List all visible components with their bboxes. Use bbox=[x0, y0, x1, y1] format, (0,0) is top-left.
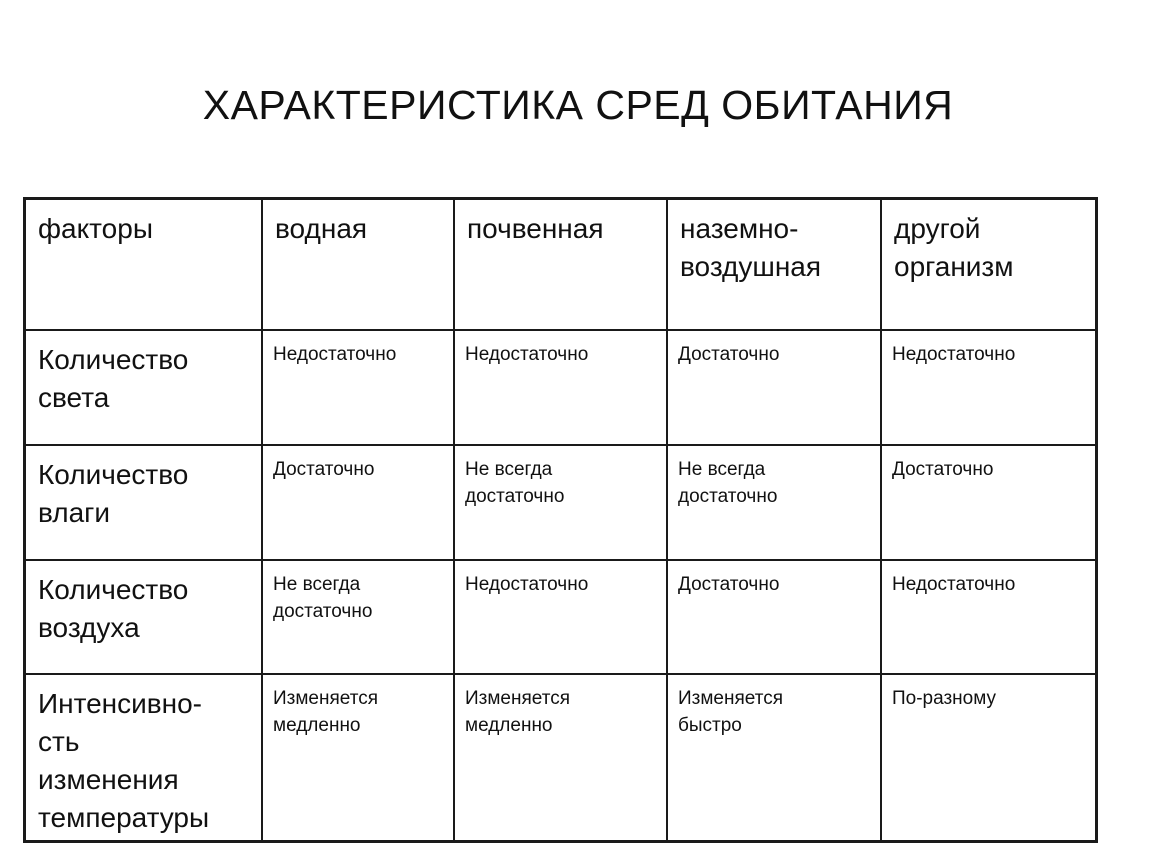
habitat-characteristics-table bbox=[24, 198, 1097, 842]
value-cell: Достаточно bbox=[667, 560, 881, 674]
factor-cell: Количество влаги bbox=[25, 445, 262, 560]
factor-cell: Количество воздуха bbox=[25, 560, 262, 674]
header-cell-factors: факторы bbox=[25, 199, 262, 330]
header-cell-land-air: наземно- воздушная bbox=[667, 199, 881, 330]
value-cell: Недостаточно bbox=[881, 560, 1096, 674]
header-cell-aquatic: водная bbox=[262, 199, 454, 330]
value-cell: Изменяется медленно bbox=[454, 674, 667, 841]
value-cell: Недостаточно bbox=[454, 330, 667, 445]
value-cell: Недостаточно bbox=[881, 330, 1096, 445]
factor-cell: Количество света bbox=[25, 330, 262, 445]
value-cell: Достаточно bbox=[262, 445, 454, 560]
table-row bbox=[25, 674, 1096, 841]
table-row bbox=[25, 445, 1096, 560]
value-cell: Не всегда достаточно bbox=[262, 560, 454, 674]
header-cell-other-organism: другой организм bbox=[881, 199, 1096, 330]
value-cell: Достаточно bbox=[881, 445, 1096, 560]
value-cell: По-разному bbox=[881, 674, 1096, 841]
value-cell: Изменяется медленно bbox=[262, 674, 454, 841]
table-row bbox=[25, 560, 1096, 674]
value-cell: Недостаточно bbox=[454, 560, 667, 674]
page-title: ХАРАКТЕРИСТИКА СРЕД ОБИТАНИЯ bbox=[202, 82, 954, 128]
value-cell: Изменяется быстро bbox=[667, 674, 881, 841]
header-cell-soil: почвенная bbox=[454, 199, 667, 330]
value-cell: Достаточно bbox=[667, 330, 881, 445]
factor-cell: Интенсивно- сть изменения температуры bbox=[25, 674, 262, 841]
value-cell: Не всегда достаточно bbox=[667, 445, 881, 560]
table-header-row bbox=[25, 199, 1096, 330]
value-cell: Не всегда достаточно bbox=[454, 445, 667, 560]
value-cell: Недостаточно bbox=[262, 330, 454, 445]
table-row bbox=[25, 330, 1096, 445]
